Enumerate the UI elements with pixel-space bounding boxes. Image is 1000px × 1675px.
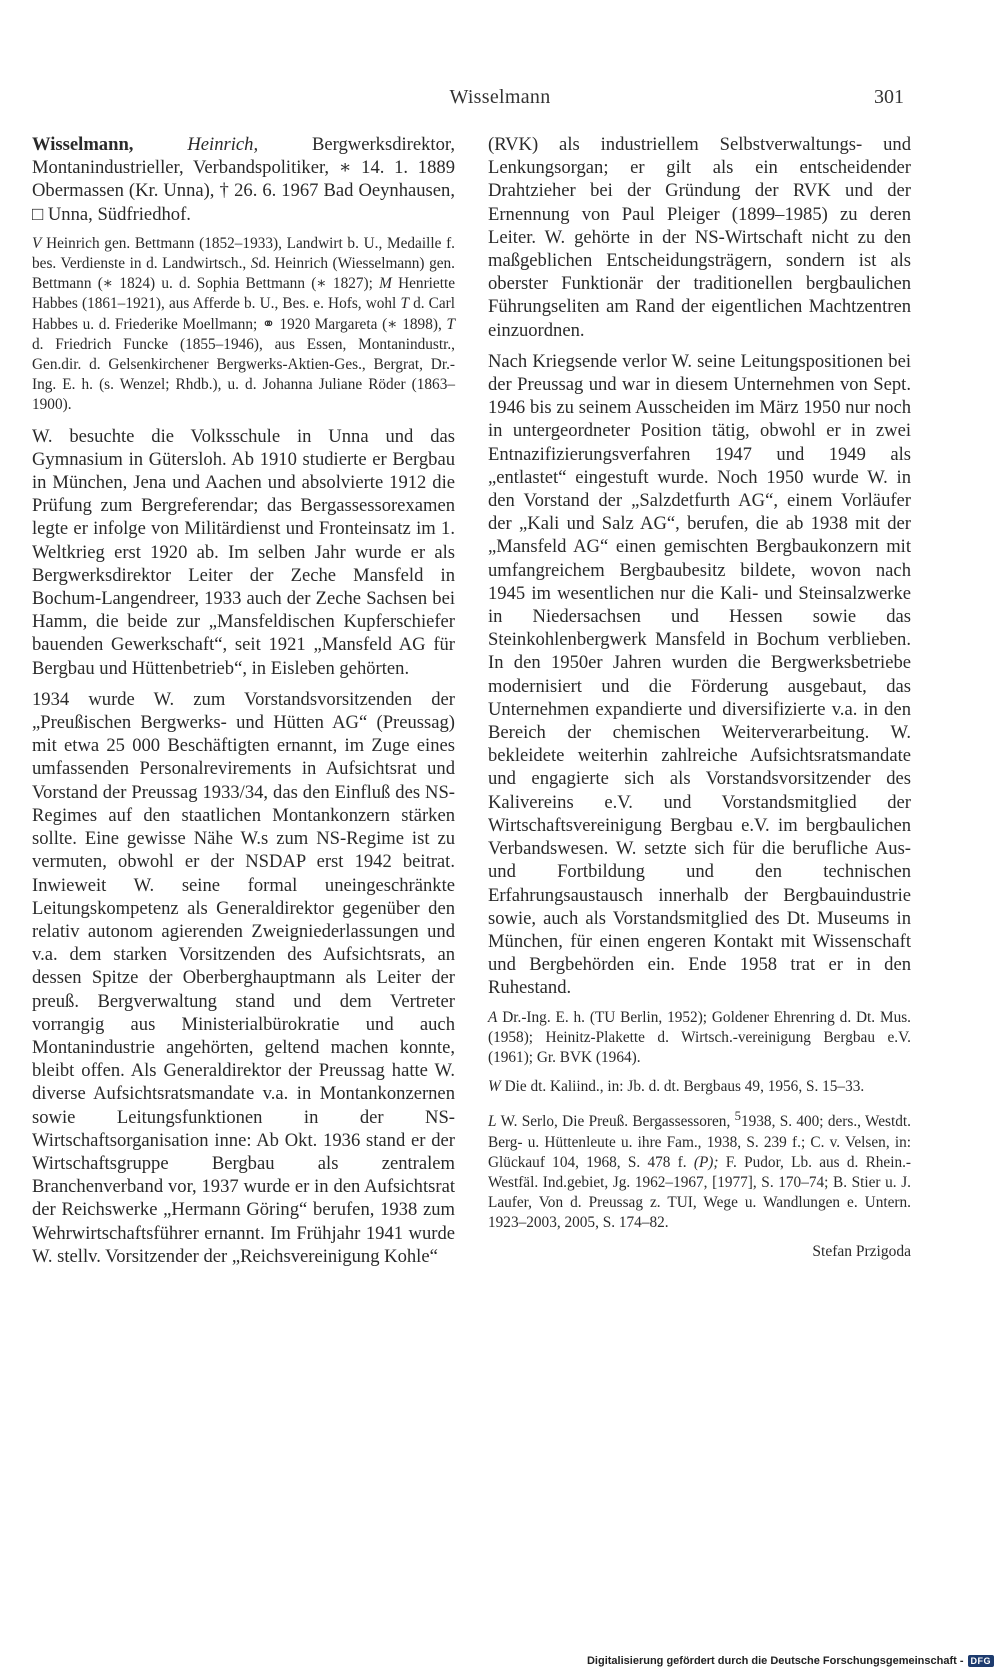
author-signature: Stefan Przigoda — [812, 1242, 911, 1260]
body-paragraph-1: W. besuchte die Volksschule in Unna und das Gymnasium in Gütersloh. Ab 1910 studierte er Bergbau in München, Jena und Aachen und absolvierte 1912 die Prüfung zum Bergreferendar; das Bergassessorexamen legte er infolge von Militärdienst und Fronteinsatz im 1. Weltkrieg erst 1920 ab. Im selben Jahr wurde er als Bergwerksdirektor Leiter der Zeche Mansfeld in Bochum-Langendreer, 1933 auch der Zeche Sachsen bei Hamm, die beide zur „Mansfeldischen Kupferschiefer bauenden Gewerkschaft“, seit 1921 „Mansfeld AG für Bergbau und Hüttenbetrieb“, in Eisleben gehörten. — [32, 425, 455, 679]
right-column — [488, 133, 911, 1261]
left-column — [32, 133, 455, 1276]
mother-text: Henriette Habbes (1861–1921), aus Afferde b. U., Bes. e. Hofs, wohl — [32, 275, 455, 313]
awards-label: A — [488, 1008, 498, 1026]
daughter-text-1: d. Carl Habbes u. d. Friederike Moellmann; ⚭ 1920 Margareta (∗ 1898), — [32, 295, 456, 333]
literature-label: L — [488, 1113, 497, 1131]
entry-given-name: Heinrich, — [187, 134, 259, 155]
dfg-logo-icon: DFG — [968, 1655, 995, 1667]
edition-superscript: 5 — [734, 1109, 741, 1124]
page-number: 301 — [874, 86, 904, 108]
portrait-marker: (P); — [693, 1153, 719, 1171]
father-text: Heinrich gen. Bettmann (1852–1933), Landwirt b. U., Medaille f. bes. Verdienste in d. Landwirtsch., — [32, 234, 456, 273]
daughter-label-2: T — [446, 315, 456, 333]
digitization-footer — [587, 1655, 994, 1667]
works-text: Die dt. Kaliind., in: Jb. d. dt. Bergbaus 49, 1956, S. 15–33. — [504, 1078, 865, 1096]
daughter-label-1: T — [400, 295, 409, 313]
works-label: W — [488, 1078, 501, 1096]
mother-label: M — [379, 275, 392, 293]
entry-intro — [32, 133, 455, 226]
literature-text-a: W. Serlo, Die Preuß. Bergassessoren, — [500, 1113, 731, 1131]
body-paragraph-2: 1934 wurde W. zum Vorstandsvorsitzenden der „Preußischen Bergwerks- und Hütten AG“ (Preussag) mit etwa 25 000 Beschäftigten ernannt, im Zuge eines umfassenden Personalrevirements in Aufsichtsrat und Vorstand der Preussag 1933/34, das den Einfluß des NS-Regimes auf den staatlichen Montankonzern stärken sollte. Eine gewisse Nähe W.s zum NS-Regime ist zu vermuten, obwohl er der NSDAP erst 1942 beitrat. Inwieweit W. seine formal uneingeschränkte Leitungskompetenz als Generaldirektor gegenüber den relativ autonom agierenden Zweigniederlassungen und v.a. dem starken Vorsitzenden des Aufsichtsrats, an dessen Spitze der Oberberghauptmann als Leiter der preuß. Bergverwaltung stand und dem Vertreter vorrangig aus Ministerialbürokratie und auch Montanindustrie angehörten, geltend machen konnte, bleibt offen. Als Generaldirektor der Preussag hatte W. diverse Aufsichtsratsmandate v.a. in Montankonzernen sowie Leitungsfunktionen in der NS-Wirtschaftsorganisation inne: Ab Okt. 1936 stand er der Wirtschaftsgruppe Bergbau als zentralem Branchenverband vor, 1937 wurde er in den Aufsichtsrat der Reichswerke „Hermann Göring“ berufen, 1938 zum Wehrwirtschaftsführer ernannt. Im Frühjahr 1941 wurde W. stellv. Vorsitzender der „Reichsvereinigung Kohle“ — [32, 688, 455, 1267]
son-of-label: S — [250, 255, 259, 273]
entry-name: Wisselmann, — [32, 134, 134, 155]
works-section — [488, 1077, 911, 1097]
literature-text-c: F. Pudor, Lb. aus d. Rhein.-Westfäl. Ind.gebiet, Jg. 1962–1967, [1977], S. 170–74; B. Stier u. J. Laufer, Von d. Preussag z. TUI, Wege u. Wandlungen e. Untern. 1923–2003, 2005, S. 174–82. — [488, 1153, 912, 1232]
son-of-text: d. Heinrich (Wiesselmann) gen. Bettmann (∗ 1824) u. d. Sophia Bettmann (∗ 1827); — [32, 255, 455, 293]
awards-text: Dr.-Ing. E. h. (TU Berlin, 1952); Goldener Ehrenring d. Dt. Mus. (1958); Heinitz-Plakette d. Wirtsch.-vereinigung Bergbau e.V. (1961); Gr. BVK (1964). — [488, 1008, 911, 1066]
family-info — [32, 234, 455, 416]
father-label: V — [32, 234, 42, 252]
daughter-text-2: d. Friedrich Funcke (1855–1946), aus Essen, Montanindustr., Gen.dir. d. Gelsenkirchener Bergwerks-Aktien-Ges., Bergrat, Dr.-Ing. E. h. (s. Wenzel; Rhdb.), u. d. Johanna Juliane Röder (1863–1900). — [32, 335, 455, 414]
awards-section — [488, 1008, 911, 1069]
running-head: Wisselmann — [449, 86, 551, 108]
literature-text-b: 1938, S. 400; ders., Westdt. Berg- u. Hüttenleute u. ihre Fam., 1938, S. 239 f.; C. v. Velsen, in: Glückauf 104, 1968, S. 478 f. — [488, 1113, 911, 1171]
footer-text: Digitalisierung gefördert durch die Deutsche Forschungsgemeinschaft - — [586, 1655, 964, 1667]
entry-summary: Bergwerksdirektor, Montanindustrieller, Verbandspolitiker, ∗ 14. 1. 1889 Obermassen (Kr. Unna), † 26. 6. 1967 Bad Oeynhausen, □ Unna, Südfriedhof. — [32, 134, 455, 225]
literature-section — [488, 1106, 911, 1233]
body-paragraph-3: (RVK) als industriellem Selbstverwaltungs- und Lenkungsorgan; er gilt als ein entscheidender Drahtzieher bei der Gründung der RVK und der Ernennung von Paul Pleiger (1899–1985) zu deren Leiter. W. gehörte in der NS-Wirtschaft nicht zu den maßgeblichen Entscheidungsträgern, sondern ist als oberster Funktionär der traditionellen bergbaulichen Führungseliten am Rand der eigentlichen Machtzentren einzuordnen. — [488, 134, 911, 341]
body-paragraph-4: Nach Kriegsende verlor W. seine Leitungspositionen bei der Preussag und war in diesem Unternehmen von Sept. 1946 bis zu seinem Ausscheiden im März 1950 nur noch in untergeordneter Position tätig, obwohl er in zwei Entnazifizierungsverfahren 1947 und 1949 als „entlastet“ eingestuft wurde. Noch 1950 wurde W. in den Vorstand der „Salzdetfurth AG“, einem Vorläufer der „Kali und Salz AG“, berufen, die ab 1938 mit der „Mansfeld AG“ einen gemischten Bergbaukonzern mit umfangreichem Bergbaubesitz bildete, wovon nach 1945 im wesentlichen nur die Kali- und Steinsalzwerke in Niedersachsen und Hessen sowie das Steinkohlenbergwerk Mansfeld in Bochum verblieben. In den 1950er Jahren wurden die Bergwerksbetriebe modernisiert und die Förderung ausgebaut, das Unternehmen expandierte und diversifizierte v.a. in den Bereich der chemischen Weiterverarbeitung. W. bekleidete weiterhin zahlreiche Aufsichtsratsmandate und engagierte sich als Vorstandsvorsitzender des Kalivereins e.V. und Vorstandsmitglied der Wirtschaftsvereinigung Bergbau e.V. im bergbaulichen Verbandswesen. W. setzte sich für die berufliche Aus- und Fortbildung und den technischen Erfahrungsaustausch innerhalb der Bergbauindustrie sowie, auch als Vorstandsmitglied des Dt. Museums in München, für einen engeren Kontakt mit Wissenschaft und Bergbehörden ein. Ende 1958 trat er in den Ruhestand. — [488, 350, 911, 999]
